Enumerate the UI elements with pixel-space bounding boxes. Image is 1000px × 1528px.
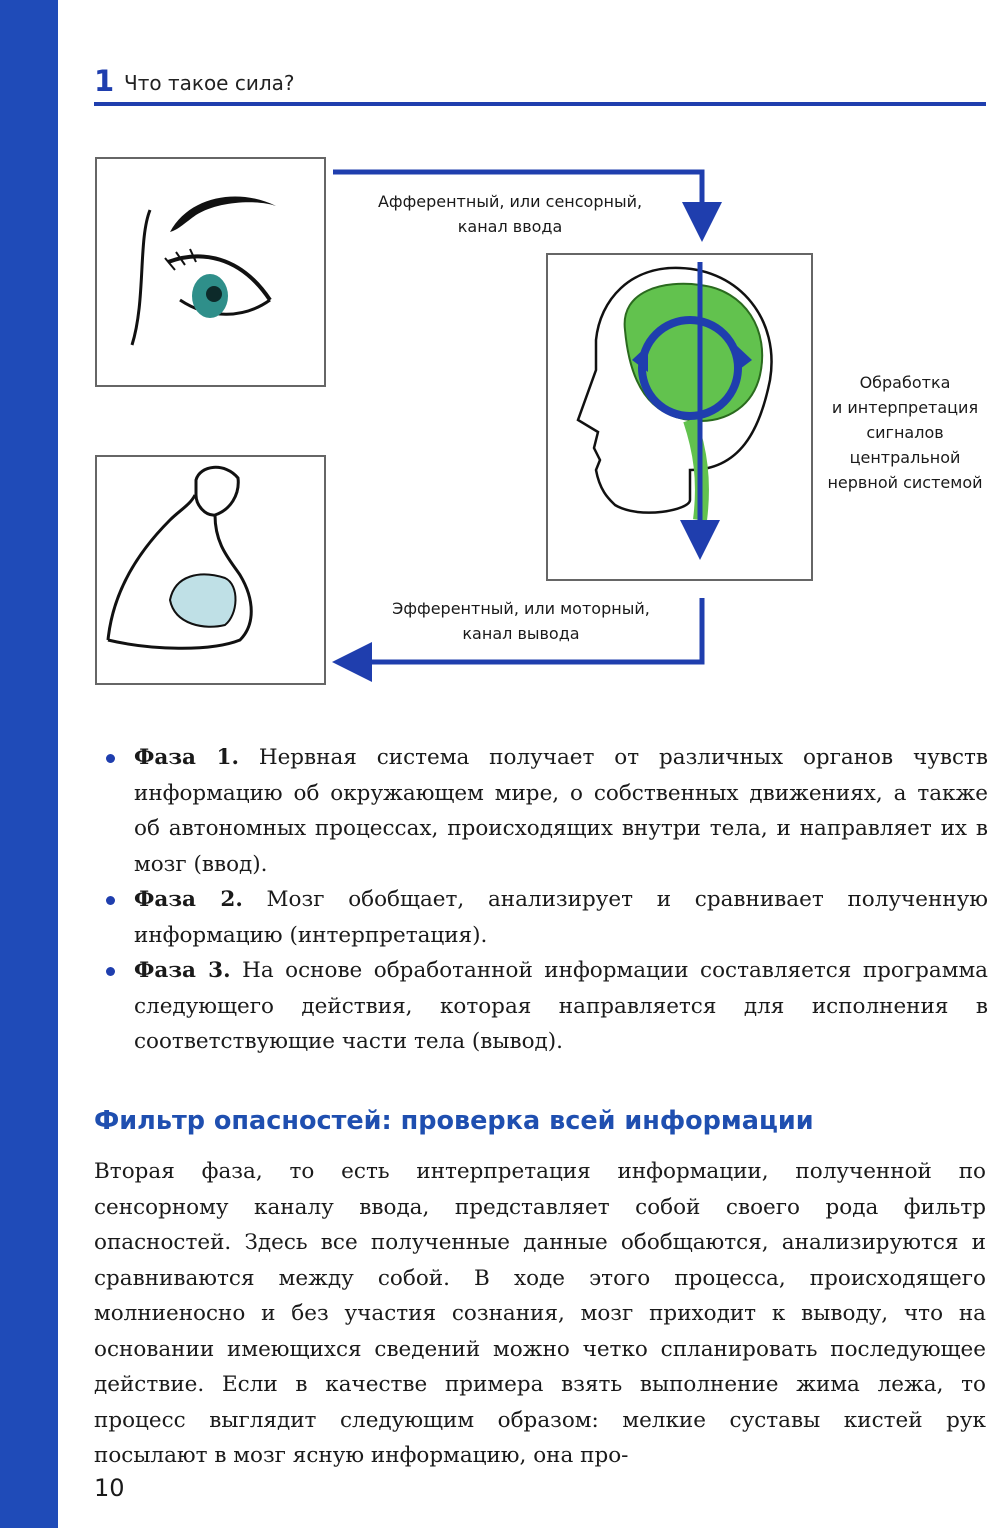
phase-text: Нервная система получает от различных органов чувств информацию об окружающем мире, о собственных движениях, а также об автономных процессах, происходящих внутри тела, и направляет их в мозг (ввод). (134, 745, 988, 877)
chapter-number: 1 (94, 64, 115, 98)
processing-caption-line5: нервной системой (827, 473, 983, 492)
list-item (104, 953, 988, 1060)
section-heading: Фильтр опасностей: проверка всей информации (94, 1106, 814, 1136)
processing-caption-line2: и интерпретация (831, 398, 979, 417)
list-item (104, 740, 988, 882)
phase-text: Мозг обобщает, анализирует и сравнивает полученную информацию (интерпретация). (134, 887, 988, 948)
head-brain-icon (547, 254, 812, 580)
processing-caption-line4: центральной (849, 448, 961, 467)
chapter-title: Что такое сила? (124, 71, 295, 95)
bullet-icon (106, 967, 115, 976)
section-paragraph: Вторая фаза, то есть интерпретация информации, полученной по сенсорному каналу ввода, представляет собой своего рода фильтр опасностей. Здесь все полученные данные обобщаются, анализируются и сравниваются между собой. В ходе этого процесса, происходящего молниеносно и без участия сознания, мозг приходит к выводу, что на основании имеющихся сведений можно четко спланировать последующее действие. Если в качестве примера взять выполнение жима лежа, то процесс выглядит следующим образом: мелкие суставы кистей рук посылают в мозг ясную информацию, она про- (94, 1159, 986, 1468)
list-item (104, 882, 988, 953)
bullet-icon (106, 896, 115, 905)
afferent-caption (368, 189, 652, 239)
bullet-icon (106, 754, 115, 763)
phase-label: Фаза 3. (134, 958, 231, 983)
eye-icon (96, 158, 325, 386)
efferent-caption-line1: Эфферентный, или моторный, (392, 599, 650, 618)
afferent-caption-line1: Афферентный, или сенсорный, (377, 192, 643, 211)
page-number: 10 (94, 1474, 125, 1502)
processing-caption-line1: Обработка (859, 373, 951, 392)
phase-text: На основе обработанной информации составляется программа следующего действия, которая направляется для исполнения в соответствующие части тела (вывод). (134, 958, 988, 1054)
efferent-caption (376, 596, 666, 646)
efferent-caption-line2: канал вывода (462, 624, 580, 643)
phase-label: Фаза 2. (134, 887, 243, 912)
processing-caption-line3: сигналов (866, 423, 944, 442)
phase-label: Фаза 1. (134, 745, 239, 770)
nervous-system-diagram (0, 0, 1000, 700)
processing-caption (820, 370, 990, 495)
phase-list (104, 740, 988, 1060)
afferent-caption-line2: канал ввода (457, 217, 563, 236)
flexed-arm-icon (96, 456, 325, 684)
